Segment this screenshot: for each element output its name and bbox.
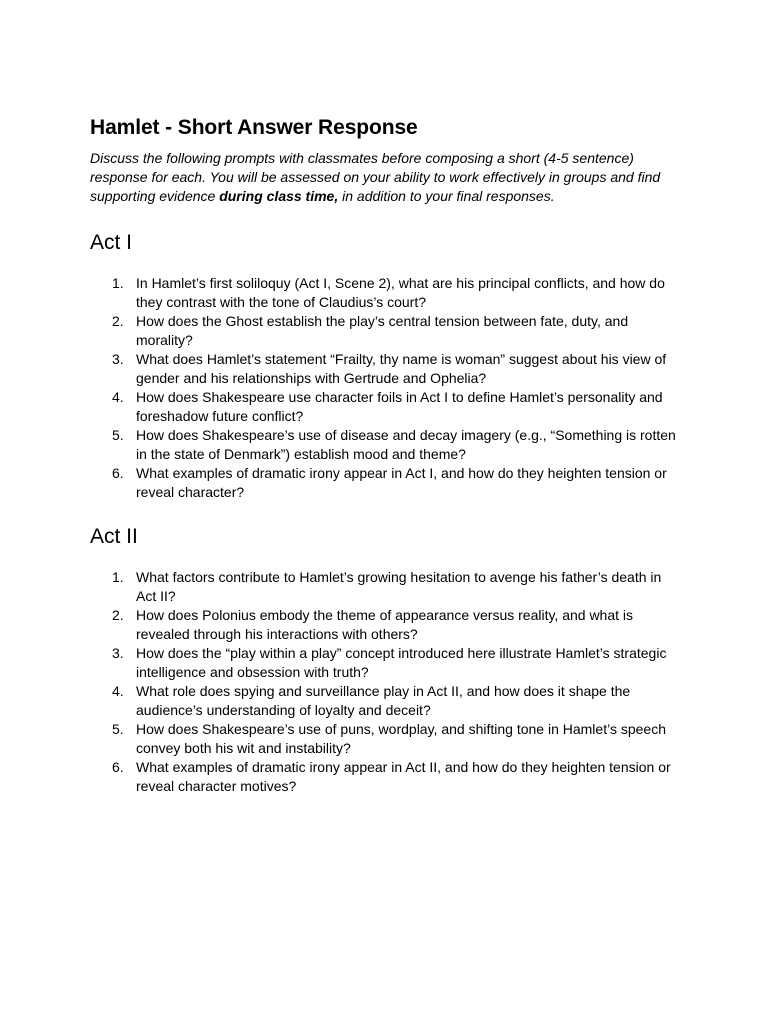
intro-paragraph: [90, 149, 690, 206]
item-number: 6.: [112, 759, 124, 775]
list-item: [90, 644, 682, 682]
list-item: [90, 568, 682, 606]
item-number: 1.: [112, 275, 124, 291]
item-number: 5.: [112, 427, 124, 443]
act-2-prompt-list: [90, 568, 682, 796]
item-number: 2.: [112, 607, 124, 623]
act-2-heading: Act II: [90, 525, 138, 548]
list-item: [90, 464, 682, 502]
list-item: [90, 606, 682, 644]
item-text: How does Polonius embody the theme of appearance versus reality, and what is revealed through his interactions with others?: [136, 607, 634, 642]
item-text: How does Shakespeare’s use of puns, wordplay, and shifting tone in Hamlet’s speech convey both his wit and instability?: [136, 721, 666, 756]
list-item: [90, 682, 682, 720]
item-text: What role does spying and surveillance play in Act II, and how does it shape the audience’s understanding of loyalty and deceit?: [136, 683, 631, 718]
intro-text-start: Discuss the following prompts with classmates before composing a short (4-5 sentence) response for each. You will be assessed on your ability to work effectively in groups and find supporting evidence: [90, 150, 661, 204]
item-number: 4.: [112, 389, 124, 405]
item-text: What examples of dramatic irony appear in Act II, and how do they heighten tension or reveal character motives?: [136, 759, 671, 794]
item-number: 2.: [112, 313, 124, 329]
list-item: [90, 312, 682, 350]
item-text: How does Shakespeare’s use of disease and decay imagery (e.g., “Something is rotten in the state of Denmark”) establish mood and theme?: [136, 427, 676, 462]
list-item: [90, 350, 682, 388]
item-text: How does the Ghost establish the play’s central tension between fate, duty, and morality?: [136, 313, 629, 348]
item-text: What does Hamlet’s statement “Frailty, thy name is woman” suggest about his view of gender and his relationships with Gertrude and Ophelia?: [136, 351, 667, 386]
act-1-prompt-list: [90, 274, 682, 502]
item-number: 4.: [112, 683, 124, 699]
item-number: 1.: [112, 569, 124, 585]
item-text: What examples of dramatic irony appear in Act I, and how do they heighten tension or reveal character?: [136, 465, 667, 500]
item-text: In Hamlet’s first soliloquy (Act I, Scene 2), what are his principal conflicts, and how do they contrast with the tone of Claudius’s court?: [136, 275, 665, 310]
item-text: How does Shakespeare use character foils in Act I to define Hamlet’s personality and foreshadow future conflict?: [136, 389, 663, 424]
intro-bold-text: during class time,: [219, 188, 339, 204]
item-number: 5.: [112, 721, 124, 737]
list-item: [90, 274, 682, 312]
list-item: [90, 758, 682, 796]
item-number: 3.: [112, 351, 124, 367]
list-item: [90, 720, 682, 758]
item-number: 3.: [112, 645, 124, 661]
item-number: 6.: [112, 465, 124, 481]
item-text: What factors contribute to Hamlet’s growing hesitation to avenge his father’s death in Act II?: [136, 569, 662, 604]
list-item: [90, 426, 682, 464]
list-item: [90, 388, 682, 426]
item-text: How does the “play within a play” concept introduced here illustrate Hamlet’s strategic intelligence and obsession with truth?: [136, 645, 667, 680]
intro-text-end: in addition to your final responses.: [338, 188, 555, 204]
document-title: Hamlet - Short Answer Response: [90, 116, 418, 139]
act-1-heading: Act I: [90, 231, 133, 254]
